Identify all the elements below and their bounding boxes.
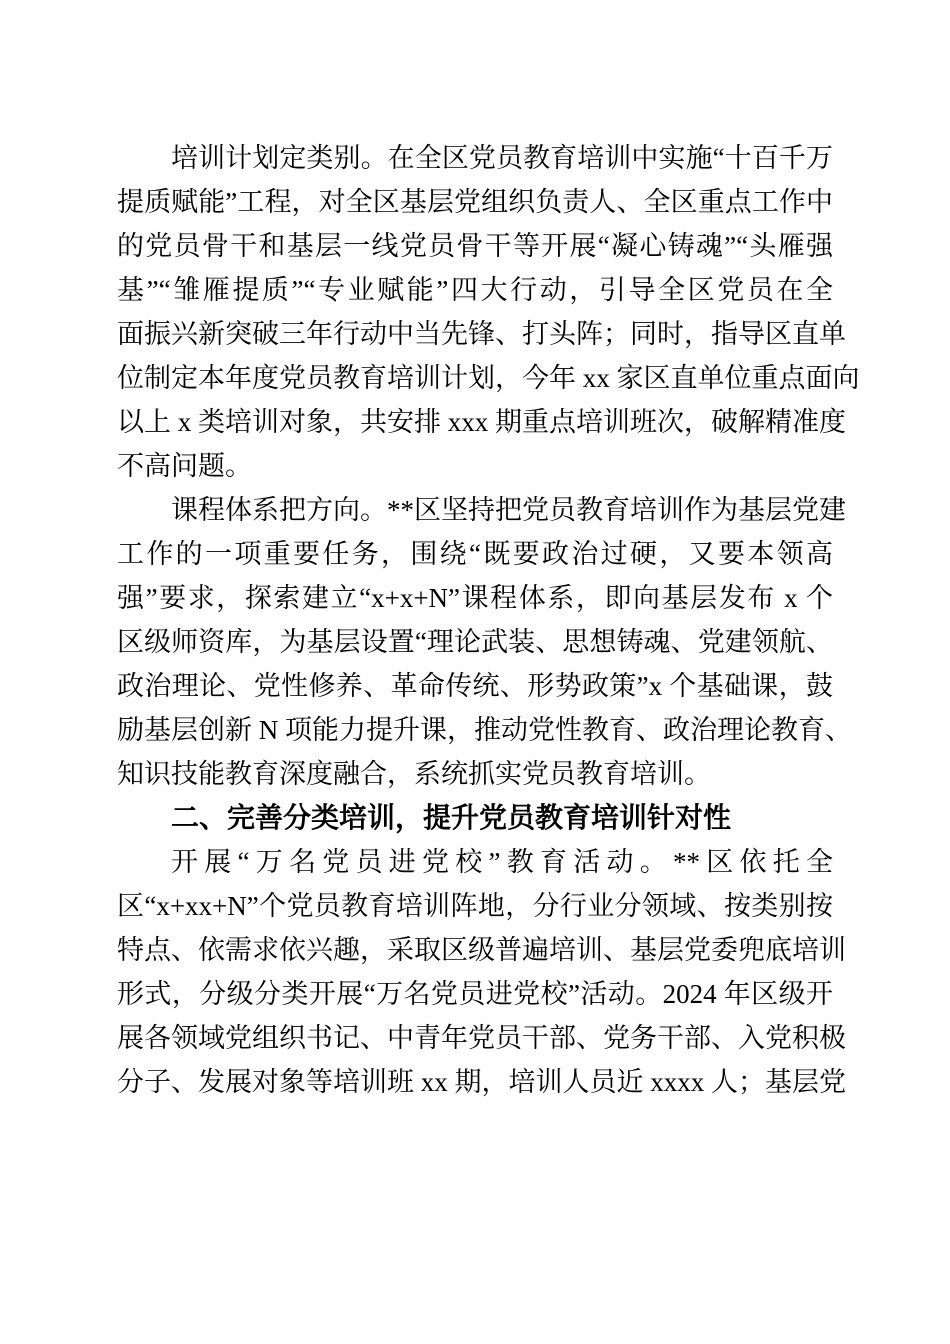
text-line: 基”“雏雁提质”“专业赋能”四大行动，引导全区党员在全 (117, 275, 833, 305)
text-line: 课程体系把方向。**区坚持把党员教育培训作为基层党建 (171, 495, 846, 525)
text-line: 不高问题。 (117, 451, 252, 481)
text-line: 强”要求，探索建立“x+x+N”课程体系，即向基层发布 x 个 (117, 583, 833, 613)
text-line: 培训计划定类别。在全区党员教育培训中实施“十百千万 (171, 143, 833, 173)
text-line: 特点、依需求依兴趣，采取区级普遍培训、基层党委兜底培训 (117, 935, 846, 965)
text-line: 工作的一项重要任务，围绕“既要政治过硬，又要本领高 (117, 539, 833, 569)
text-line: 政治理论、党性修养、革命传统、形势政策”x 个基础课，鼓 (117, 671, 833, 701)
text-line: 展各领域党组织书记、中青年党员干部、党务干部、入党积极 (117, 1023, 846, 1053)
text-line: 面振兴新突破三年行动中当先锋、打头阵；同时，指导区直单 (117, 319, 846, 349)
text-line: 励基层创新 N 项能力提升课，推动党性教育、政治理论教育、 (117, 715, 852, 745)
text-line: 区级师资库，为基层设置“理论武装、思想铸魂、党建领航、 (117, 627, 833, 657)
text-line: 知识技能教育深度融合，系统抓实党员教育培训。 (117, 759, 711, 789)
text-line: 分子、发展对象等培训班 xx 期，培训人员近 xxxx 人；基层党 (117, 1067, 846, 1097)
section-heading: 二、完善分类培训，提升党员教育培训针对性 (171, 802, 732, 833)
text-line: 的党员骨干和基层一线党员骨干等开展“凝心铸魂”“头雁强 (117, 231, 833, 261)
text-line: 形式，分级分类开展“万名党员进党校”活动。2024 年区级开 (117, 979, 833, 1009)
text-line: 提质赋能”工程，对全区基层党组织负责人、全区重点工作中 (117, 187, 833, 217)
text-line: 区“x+xx+N”个党员教育培训阵地，分行业分领域、按类别按 (117, 891, 833, 921)
text-line: 开展“万名党员进党校”教育活动。**区依托全 (171, 847, 833, 877)
text-line: 以上 x 类培训对象，共安排 xxx 期重点培训班次，破解精准度 (117, 407, 846, 437)
text-line: 位制定本年度党员教育培训计划，今年 xx 家区直单位重点面向 (117, 363, 860, 393)
